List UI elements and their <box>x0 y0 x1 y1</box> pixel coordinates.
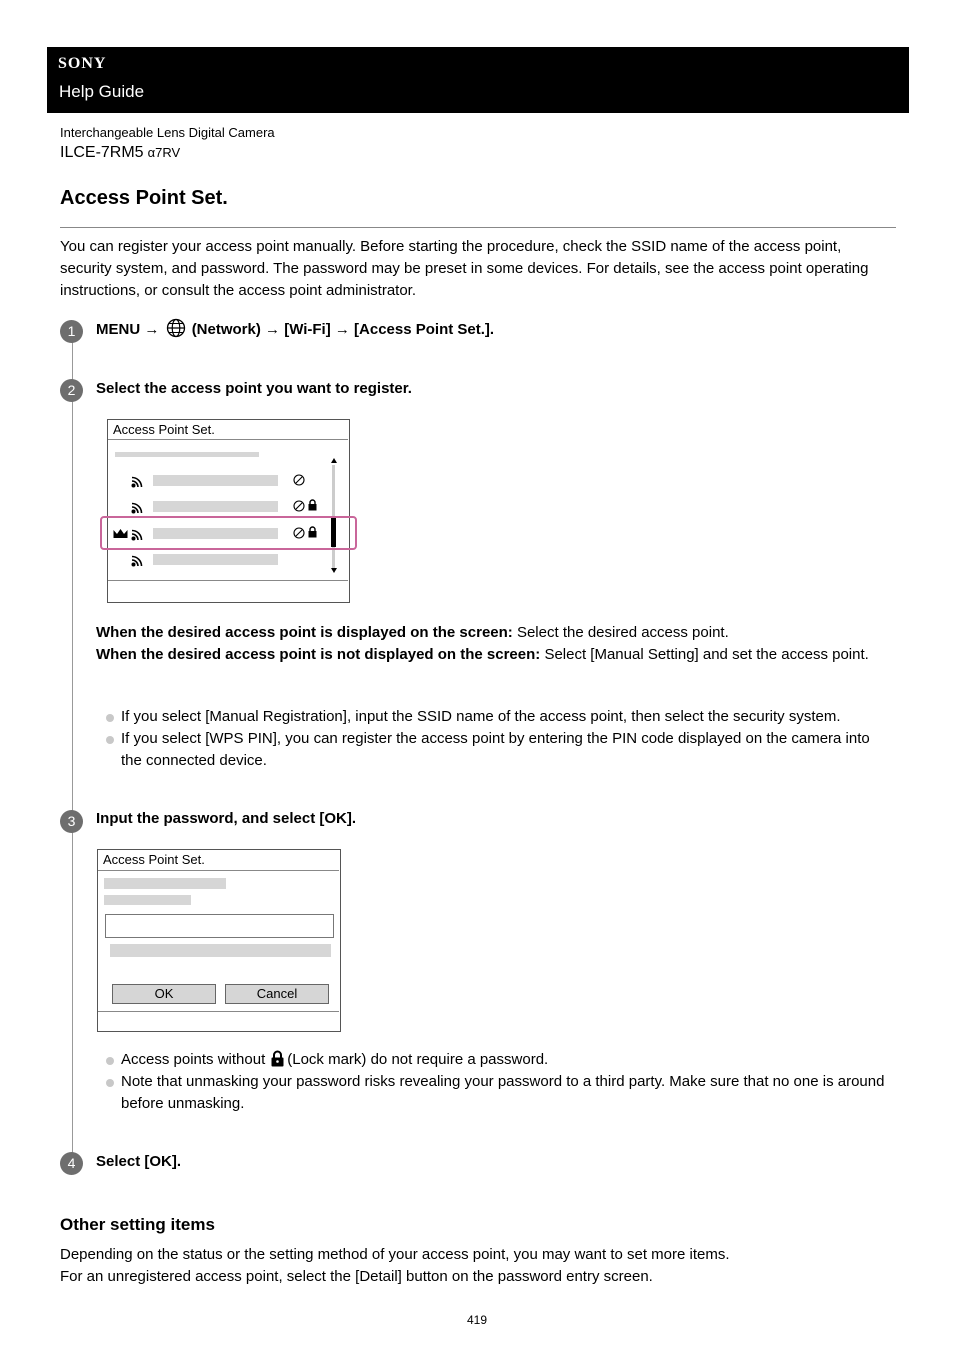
model-alt-name: α7RV <box>147 145 181 160</box>
lock-icon <box>308 499 317 511</box>
page-title: Access Point Set. <box>60 187 228 209</box>
list-item: Note that unmasking your password risks revealing your password to a third party. Make sure that no one is around before unmasking. <box>96 1071 886 1115</box>
screen-2-info-bar <box>110 944 331 957</box>
product-type: Interchangeable Lens Digital Camera <box>60 125 275 140</box>
title-divider <box>60 227 896 228</box>
access-point-row-1[interactable] <box>153 475 278 486</box>
wifi-signal-icon <box>131 553 145 567</box>
screen-1-title-divider <box>108 439 348 440</box>
screen-2-ssid-bar <box>104 878 226 889</box>
intro-paragraph: You can register your access point manually. Before starting the procedure, check the SSID name of the access point, security system, and password. The password may be preset in some devices. For details, see the access point operating instructions, or consult the access point administrator. <box>60 238 869 299</box>
step-2-detail <box>96 622 886 666</box>
screen-1-title: Access Point Set. <box>113 422 215 437</box>
scroll-down-arrow-icon[interactable] <box>331 568 337 573</box>
screen-2-security-bar <box>104 895 191 905</box>
step-3-bullet-list <box>96 1049 886 1115</box>
step-3-number: 3 <box>60 810 83 833</box>
step-1-text <box>96 319 494 341</box>
step-2-text: Select the access point you want to register. <box>96 380 412 397</box>
displayed-text: Select the desired access point. <box>512 624 729 641</box>
cancel-button[interactable]: Cancel <box>225 984 329 1004</box>
bullet-1-before: Access points without <box>121 1051 266 1068</box>
page-number: 419 <box>466 1313 488 1327</box>
access-point-row-4[interactable] <box>153 554 278 565</box>
screen-2-footer-divider <box>98 1011 339 1012</box>
screen-2-title-divider <box>98 870 339 871</box>
header-bar <box>47 47 909 113</box>
wifi-signal-icon <box>131 500 145 514</box>
list-item: If you select [WPS PIN], you can register the access point by entering the PIN code displayed on the camera into the connected device. <box>96 728 886 772</box>
step-1-path: (Network) → [Wi-Fi] → [Access Point Set.]. <box>191 321 495 338</box>
sony-logo[interactable]: SONY <box>58 55 107 72</box>
wifi-signal-icon <box>131 474 145 488</box>
list-item <box>96 1049 886 1071</box>
bullet-1-after: (Lock mark) do not require a password. <box>287 1051 549 1068</box>
list-item: If you select [Manual Registration], input the SSID name of the access point, then select the security system. <box>96 706 886 728</box>
password-entry-screen <box>97 849 341 1032</box>
selected-access-point-highlight <box>100 516 357 550</box>
other-line-1: Depending on the status or the setting method of your access point, you may want to set more items. <box>60 1246 730 1263</box>
step-1-number: 1 <box>60 320 83 343</box>
other-settings-heading: Other setting items <box>60 1215 215 1234</box>
other-line-2: For an unregistered access point, select the [Detail] button on the password entry screen. <box>60 1268 653 1285</box>
displayed-label: When the desired access point is displayed on the screen: <box>96 624 513 641</box>
model-code: ILCE-7RM5 <box>60 144 144 161</box>
not-displayed-text: Select [Manual Setting] and set the access point. <box>540 646 869 663</box>
access-point-row-2[interactable] <box>153 501 278 512</box>
slashed-circle-icon <box>293 474 305 486</box>
screen-1-header-bar <box>115 452 259 457</box>
step-2-bullet-list <box>96 706 886 772</box>
step-4-text: Select [OK]. <box>96 1153 182 1170</box>
step-1-menu: MENU → <box>96 321 160 338</box>
step-connector-line <box>72 333 73 1163</box>
model-name <box>60 144 180 162</box>
screen-2-title: Access Point Set. <box>103 852 205 867</box>
access-point-list-screen <box>107 419 350 603</box>
other-settings-text <box>60 1244 896 1288</box>
not-displayed-label: When the desired access point is not displayed on the screen: <box>96 646 541 663</box>
step-4-number: 4 <box>60 1152 83 1175</box>
slashed-circle-icon <box>293 500 305 512</box>
password-input[interactable] <box>105 914 334 938</box>
lock-icon <box>271 1050 284 1067</box>
ok-button[interactable]: OK <box>112 984 216 1004</box>
scroll-up-arrow-icon[interactable] <box>331 458 337 463</box>
step-2-number: 2 <box>60 379 83 402</box>
step-3-text: Input the password, and select [OK]. <box>96 810 357 827</box>
globe-icon <box>166 318 186 338</box>
screen-1-footer-divider <box>108 580 348 581</box>
help-guide-label[interactable]: Help Guide <box>59 82 145 101</box>
